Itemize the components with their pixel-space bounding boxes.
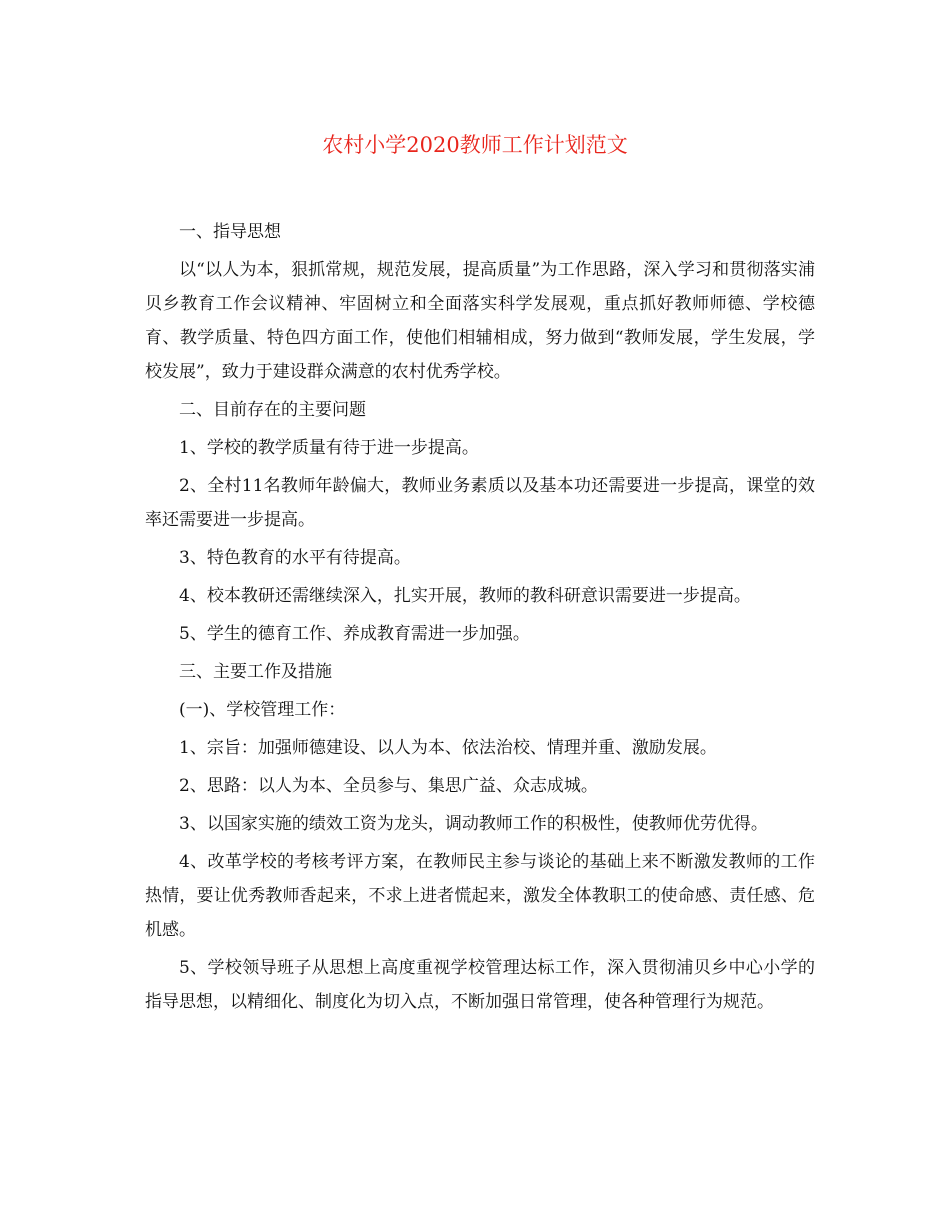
document-title: 农村小学2020教师工作计划范文 [322,133,628,157]
problem-item-2: 2、全村11名教师年龄偏大，教师业务素质以及基本功还需要进一步提高，课堂的效率还需要进一步提高。 [145,476,815,530]
management-item-5: 5、学校领导班子从思想上高度重视学校管理达标工作，深入贯彻浦贝乡中心小学的指导思想，以精细化、制度化为切入点，不断加强日常管理，使各种管理行为规范。 [145,958,815,1012]
section-heading-guiding-ideology: 一、指导思想 [179,222,281,242]
section-heading-existing-problems: 二、目前存在的主要问题 [179,400,366,420]
problem-item-1: 1、学校的教学质量有待于进一步提高。 [179,438,479,458]
management-item-1: 1、宗旨：加强师德建设、以人为本、依法治校、情理并重、激励发展。 [179,738,717,758]
paragraph-guiding-ideology: 以“以人为本，狠抓常规，规范发展，提高质量”为工作思路，深入学习和贯彻落实浦贝乡教育工作会议精神、牢固树立和全面落实科学发展观，重点抓好教师师德、学校德育、教学质量、特色四方面工作，使他们相辅相成，努力做到“教师发展，学生发展，学校发展”，致力于建设群众满意的农村优秀学校。 [145,260,815,382]
management-item-2: 2、思路：以人为本、全员参与、集思广益、众志成城。 [179,776,598,796]
problem-item-5: 5、学生的德育工作、养成教育需进一步加强。 [179,624,530,644]
management-item-4: 4、改革学校的考核考评方案，在教师民主参与谈论的基础上来不断激发教师的工作热情，要让优秀教师香起来，不求上进者慌起来，激发全体教职工的使命感、责任感、危机感。 [145,852,815,940]
section-heading-main-work: 三、主要工作及措施 [179,662,332,682]
document-body [145,215,815,1023]
subsection-heading-school-management: (一)、学校管理工作： [179,700,346,720]
management-item-3: 3、以国家实施的绩效工资为龙头，调动教师工作的积极性，使教师优劳优得。 [179,814,768,834]
problem-item-4: 4、校本教研还需继续深入，扎实开展，教师的教科研意识需要进一步提高。 [179,586,751,606]
problem-item-3: 3、特色教育的水平有待提高。 [179,548,411,568]
